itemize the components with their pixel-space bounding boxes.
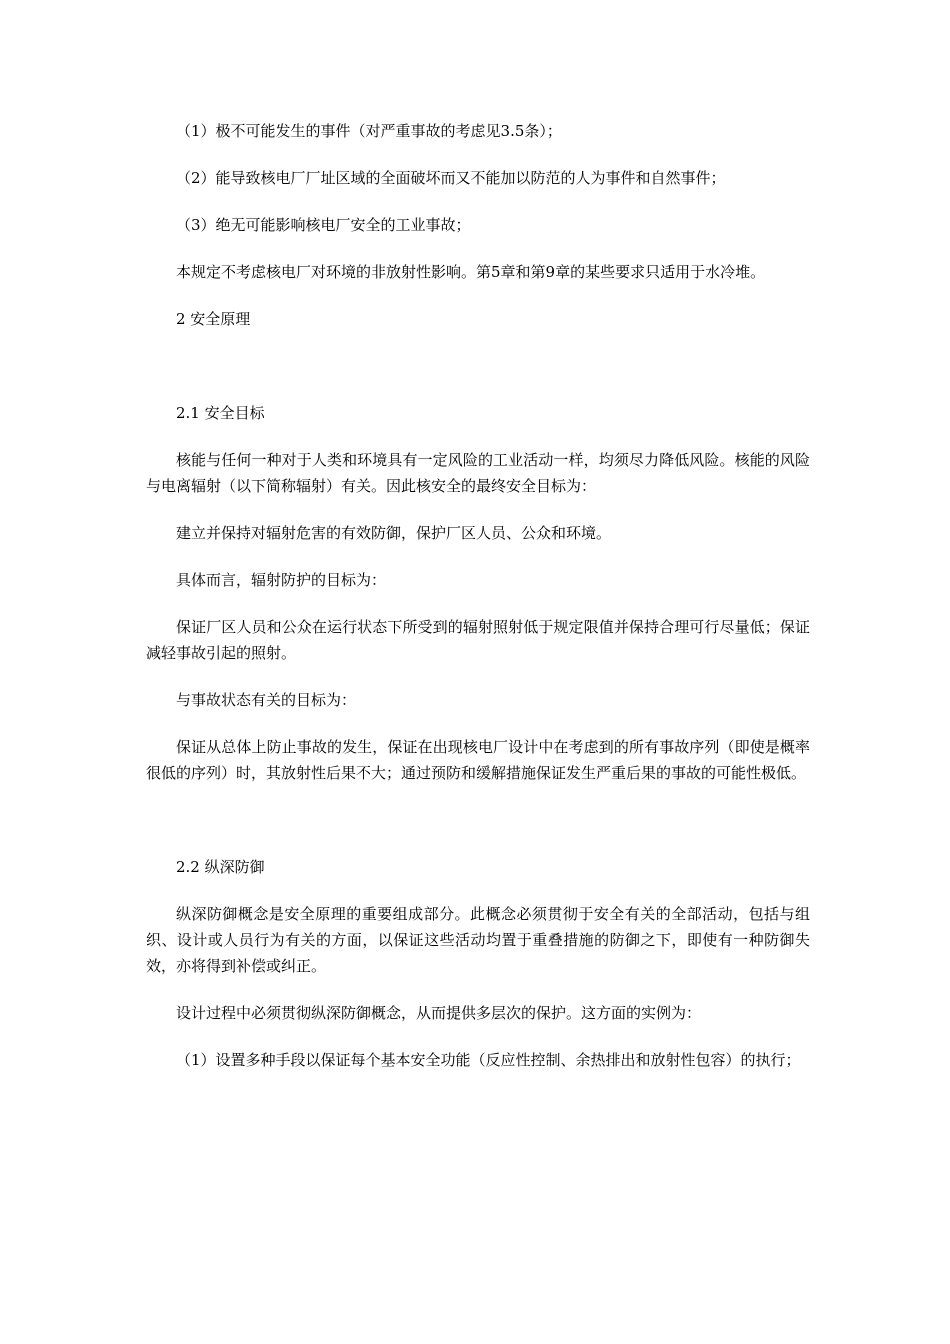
general-safety-objective: 建立并保持对辐射危害的有效防御，保护厂区人员、公众和环境。 [176,524,612,542]
accident-objective: 保证从总体上防止事故的发生，保证在出现核电厂设计中在考虑到的所有事故序列（即使是概率很低的序列）时，其放射性后果不大；通过预防和缓解措施保证发生严重后果的事故的可能性极低。 [146,738,810,782]
accident-objective-intro: 与事故状态有关的目标为： [176,691,357,709]
design-example-1: （1）设置多种手段以保证每个基本安全功能（反应性控制、余热排出和放射性包容）的执行； [176,1051,801,1069]
document-body [146,118,810,1073]
section-heading-2-2: 2.2 纵深防御 [176,858,265,876]
defence-in-depth-design: 设计过程中必须贯彻纵深防御概念，从而提供多层次的保护。这方面的实例为： [176,1004,702,1022]
scope-paragraph: 本规定不考虑核电厂对环境的非放射性影响。第5章和第9章的某些要求只适用于水冷堆。 [176,263,766,281]
list-item-1: （1）极不可能发生的事件（对严重事故的考虑见3.5条）； [176,122,562,140]
list-item-2: （2）能导致核电厂厂址区域的全面破坏而又不能加以防范的人为事件和自然事件； [176,169,726,187]
section-heading-2-1: 2.1 安全目标 [176,404,265,422]
defence-in-depth-concept: 纵深防御概念是安全原理的重要组成部分。此概念必须贯彻于安全有关的全部活动，包括与组织、设计或人员行为有关的方面，以保证这些活动均置于重叠措施的防御之下，即使有一种防御失效，亦将得到补偿或纠正。 [146,905,810,975]
safety-objective-intro: 核能与任何一种对于人类和环境具有一定风险的工业活动一样，均须尽力降低风险。核能的风险与电离辐射（以下简称辐射）有关。因此核安全的最终安全目标为： [146,451,810,495]
list-item-3: （3）绝无可能影响核电厂安全的工业事故； [176,216,471,234]
radiation-protection-intro: 具体而言，辐射防护的目标为： [176,571,387,589]
section-heading-2: 2 安全原理 [176,310,251,328]
radiation-protection-objective: 保证厂区人员和公众在运行状态下所受到的辐射照射低于规定限值并保持合理可行尽量低；保证减轻事故引起的照射。 [146,618,810,662]
